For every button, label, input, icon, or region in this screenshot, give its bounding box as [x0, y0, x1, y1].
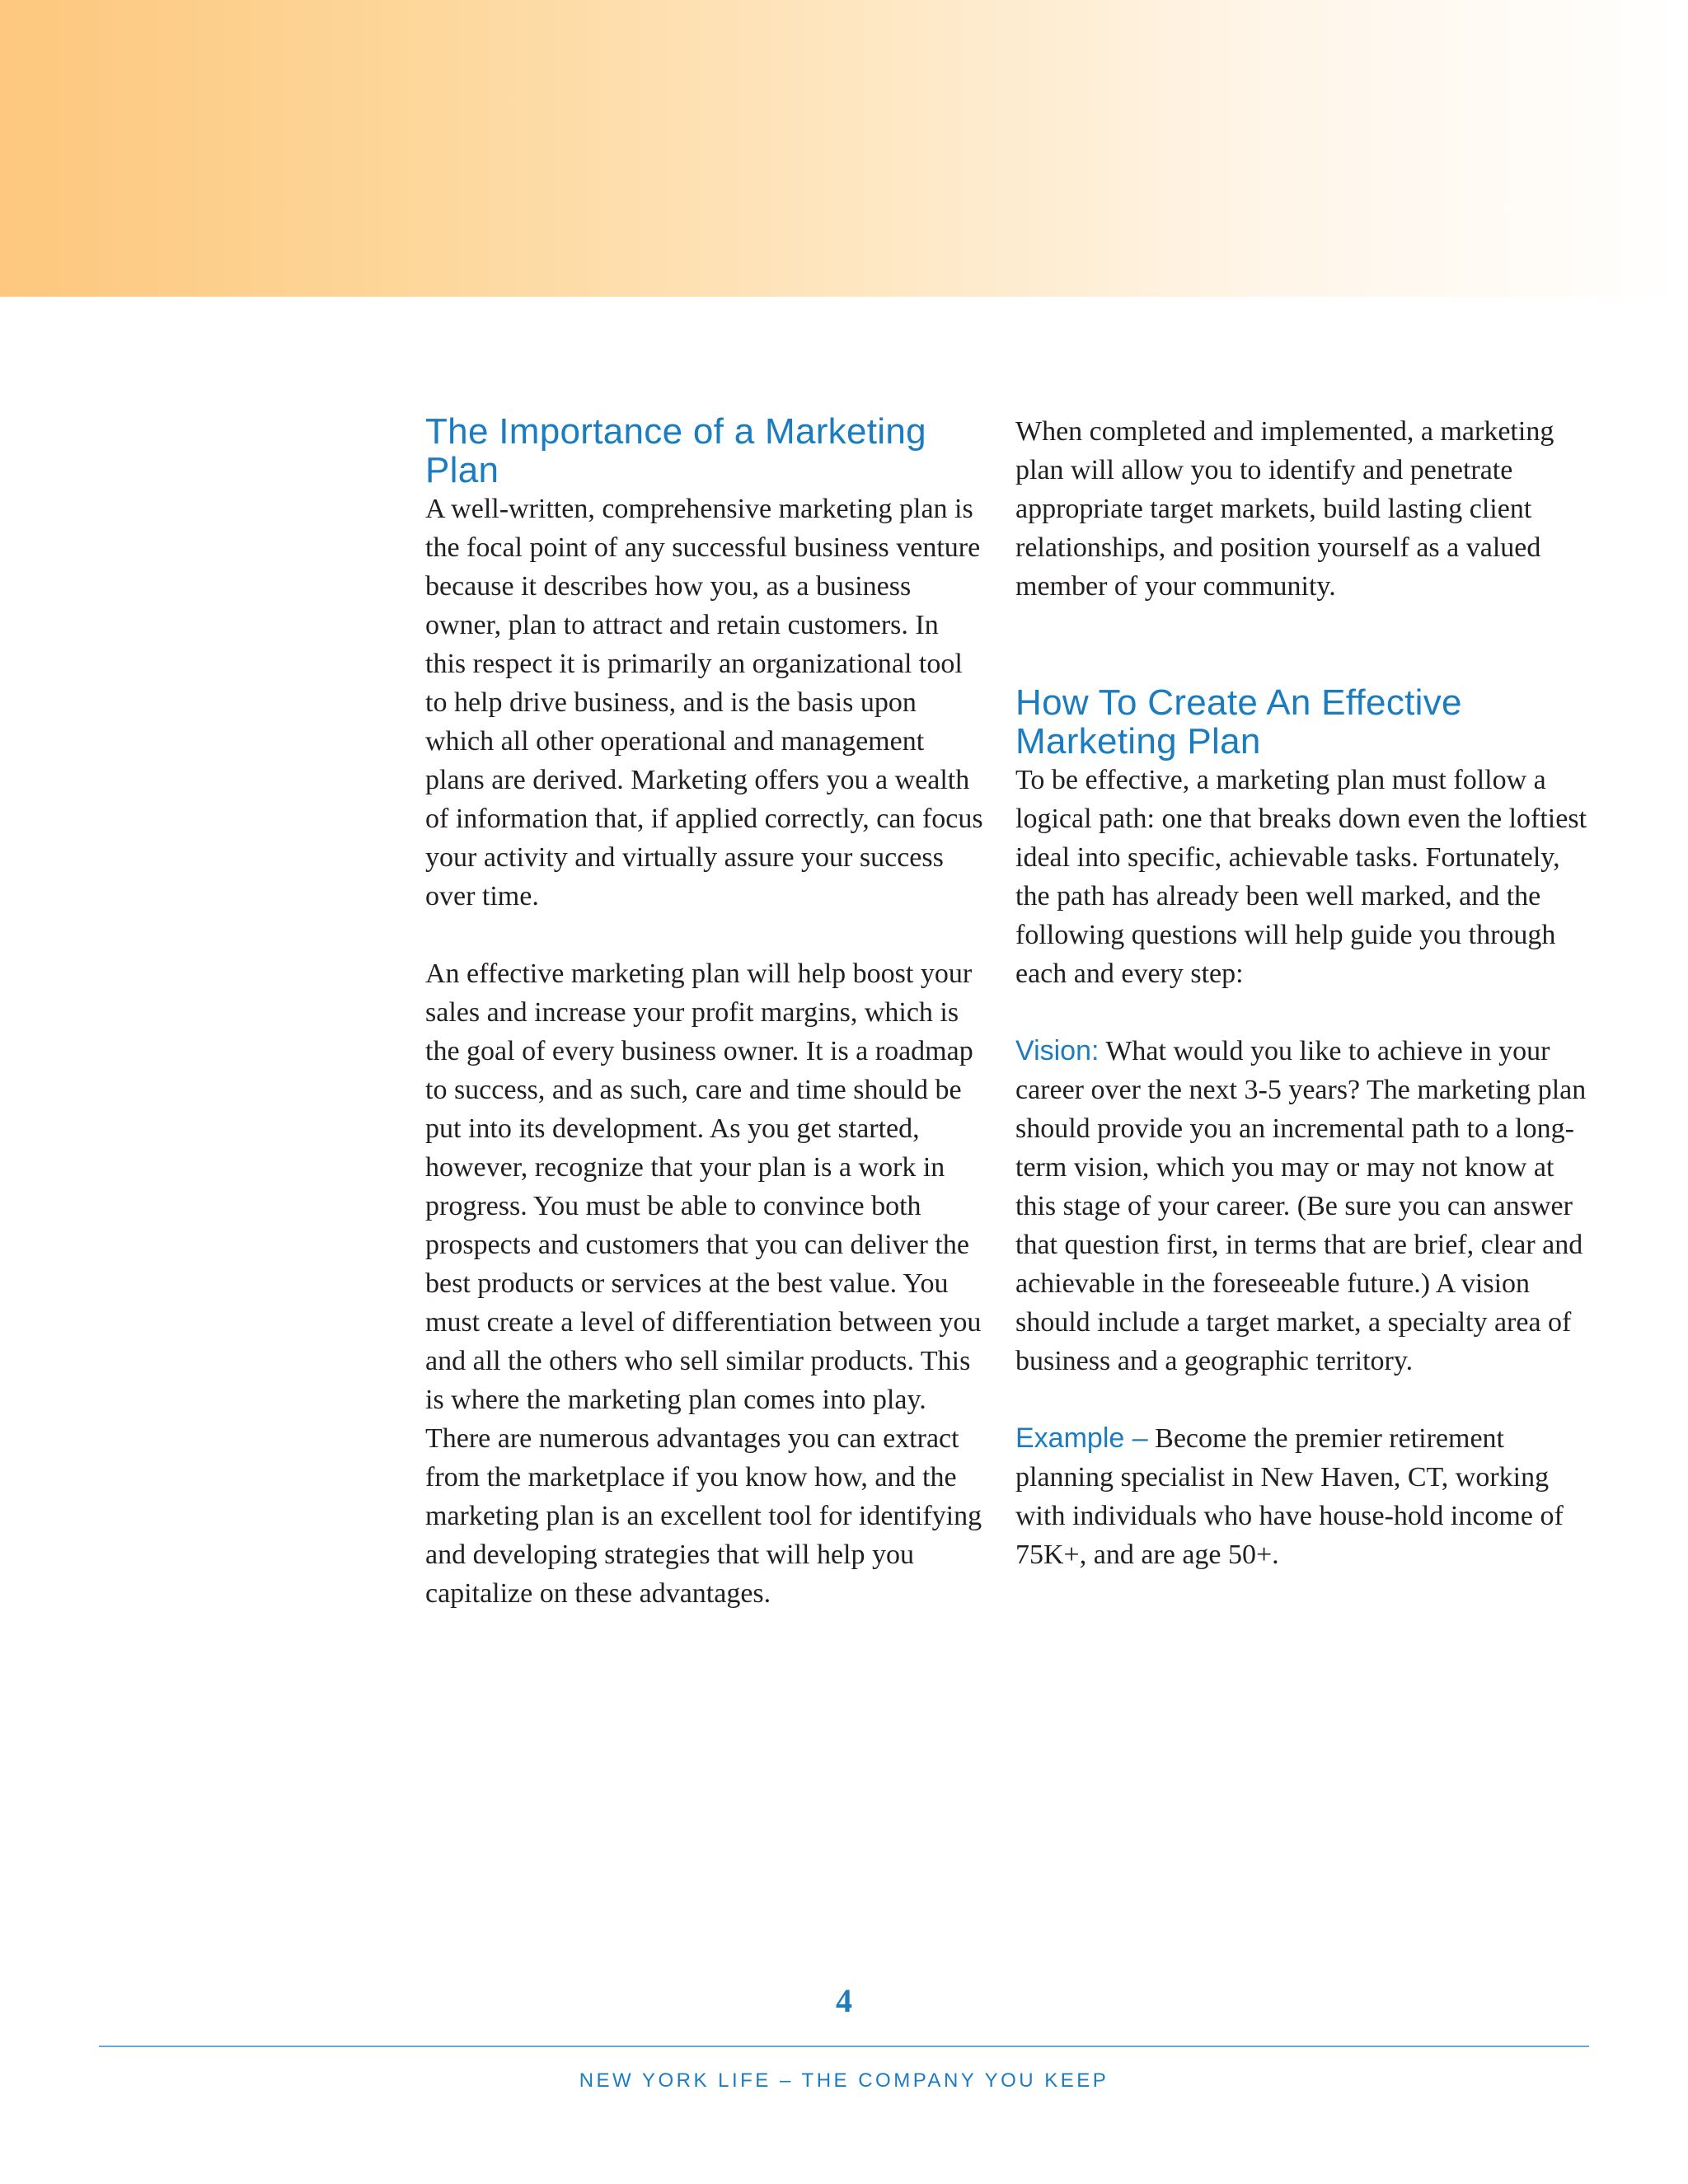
- vision-text: What would you like to achieve in your career over the next 3-5 years? The marketing plan should provide you an incremental path to a long-term vision, which you may or may not know at this stage of your career. (Be sure you can answer that question first, in terms that are brief, clear and achievable in the foreseeable future.) A vision should include a target market, a specialty area of business and a geographic territory.: [1015, 1036, 1587, 1376]
- importance-heading: The Importance of a Marketing Plan: [425, 411, 926, 490]
- how-to-create-paragraph: To be effective, a marketing plan must follow a logical path: one that breaks down even the loftiest ideal into specific, achievable tasks. Fortunately, the path has already been well marked, and the following questions will help guide you through each and every step:: [1015, 765, 1587, 989]
- header-gradient-band: [0, 0, 1688, 297]
- footer-tagline: NEW YORK LIFE – THE COMPANY YOU KEEP: [579, 2069, 1109, 2092]
- right-column: [1015, 412, 1592, 1574]
- importance-paragraph-2: An effective marketing plan will help boost your sales and increase your profit margins, which is the goal of every business owner. It is a roadmap to success, and as such, care and time should be put into its development. As you get started, however, recognize that your plan is a work in progress. You must be able to convince both prospects and customers that you can deliver the best products or services at the best value. You must create a level of differentiation between you and all the others who sell similar products. This is where the marketing plan comes into play. There are numerous advantages you can extract from the marketplace if you know how, and the marketing plan is an excellent tool for identifying and developing strategies that will help you capitalize on these advantages.: [425, 958, 982, 1609]
- example-paragraph: [1015, 1419, 1592, 1574]
- example-label: Example –: [1015, 1422, 1148, 1454]
- footer-divider: [99, 2046, 1589, 2047]
- how-to-create-heading: How To Create An Effective Marketing Plan: [1015, 682, 1462, 762]
- example-text: Become the premier retirement planning specialist in New Haven, CT, working with individuals who have house-hold income of 75K+, and are age 50+.: [1015, 1423, 1564, 1570]
- importance-paragraph-1: A well-written, comprehensive marketing plan is the focal point of any successful business venture because it describes how you, as a business owner, plan to attract and retain customers. In this respect it is primarily an organizational tool to help drive business, and is the basis upon which all other operational and management plans are derived. Marketing offers you a wealth of information that, if applied correctly, can focus your activity and virtually assure your success over time.: [425, 494, 983, 912]
- page-number: 4: [836, 1982, 852, 2019]
- vision-label: Vision:: [1015, 1035, 1100, 1066]
- left-column: [425, 412, 986, 1613]
- intro-paragraph: When completed and implemented, a marketing plan will allow you to identify and penetrate appropriate target markets, build lasting client relationships, and position yourself as a valued member of your community.: [1015, 416, 1554, 602]
- vision-paragraph: [1015, 1032, 1592, 1380]
